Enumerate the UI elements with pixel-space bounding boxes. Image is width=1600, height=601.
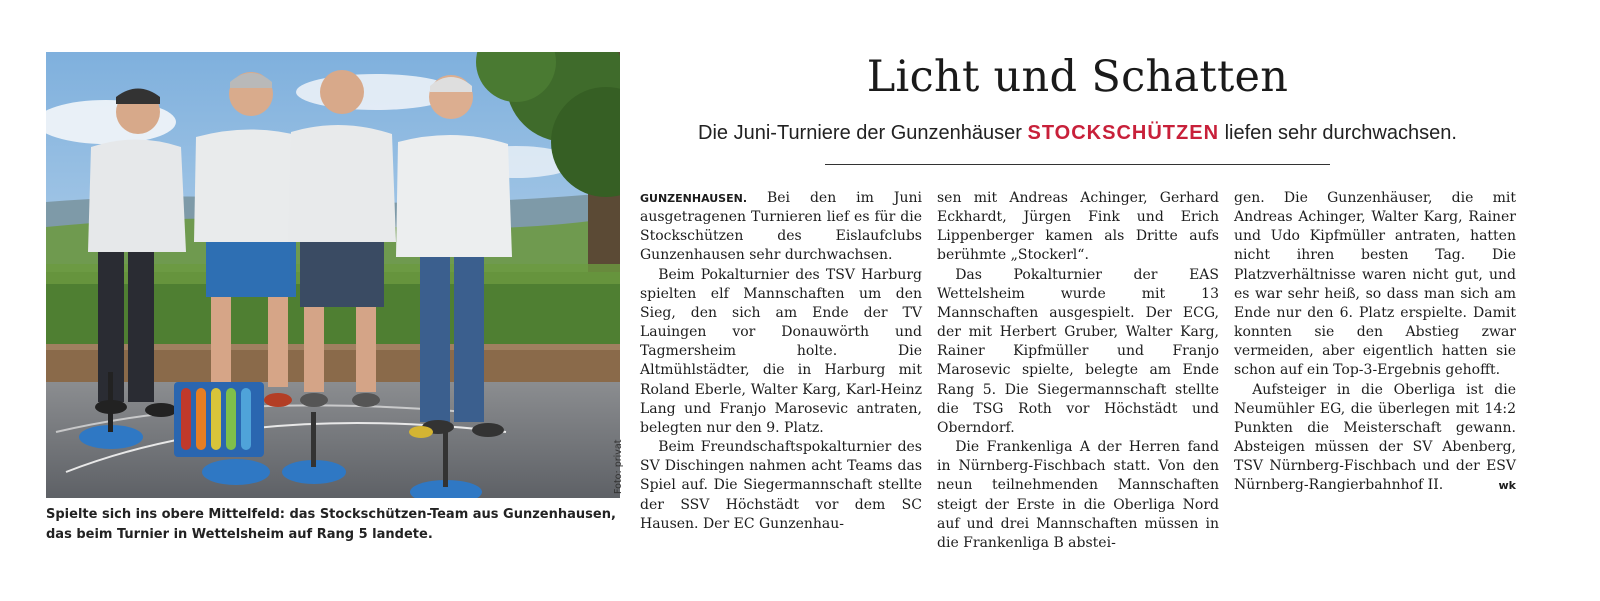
dateline: GUNZENHAUSEN. — [640, 192, 747, 205]
team-photo-illustration — [46, 52, 620, 498]
team-photo — [46, 52, 620, 498]
article-paragraph: Beim Freundschaftspokalturnier des SV Dischingen nahmen acht Teams das Spiel auf. Die Siegermannschaft stellte der SSV Höchstädt vor dem SC Hausen. Der EC Gunzenhau- — [640, 439, 922, 532]
paragraph-text: Bei den im Juni ausgetragenen Turnieren lief es für die Stockschützen des Eislaufclubs Gunzenhausen sehr durchwachsen. — [640, 190, 922, 264]
article-paragraph: sen mit Andreas Achinger, Gerhard Eckhardt, Jürgen Fink und Erich Lippenberger kamen als Dritte aufs berühmte „Stockerl“. — [937, 190, 1219, 264]
subhead-text-after: liefen sehr durchwachsen. — [1219, 122, 1457, 144]
article-paragraph — [1234, 381, 1516, 496]
article-paragraph: gen. Die Gunzenhäuser, die mit Andreas Achinger, Walter Karg, Rainer und Udo Kipfmüller antraten, hatten nicht ihren besten Tag. Die Platzverhältnisse waren nicht gut, und es war sehr heiß, so dass man sich am Ende nur den 6. Platz erspielte. Damit konnten sie den Abstieg zwar vermeiden, aber eigentlich hatten sie schon auf ein Top-3-Ergebnis gehofft. — [1234, 190, 1516, 379]
headline-divider — [825, 164, 1330, 165]
photo-credit: Foto: privat — [613, 439, 624, 494]
article-column-2 — [937, 189, 1219, 553]
author-signature: wk — [1498, 479, 1516, 493]
article-paragraph: Die Frankenliga A der Herren fand in Nürnberg-Fischbach statt. Von den neun teilnehmenden Mannschaften steigt der Erste in die Oberliga Nord auf und drei Mannschaften müssen in die Frankenliga B abstei- — [937, 439, 1219, 551]
article-paragraph: Das Pokalturnier der EAS Wettelsheim wurde mit 13 Mannschaften ausgespielt. Der ECG, der mit Herbert Gruber, Walter Karg, Rainer Kipfmüller und Franjo Marosevic spielte, belegte am Ende Rang 5. Die Siegermannschaft stellte die TSG Roth vor Höchstädt und Oberndorf. — [937, 266, 1219, 436]
subhead-text-before: Die Juni-Turniere der Gunzenhäuser — [698, 122, 1028, 144]
paragraph-text: Aufsteiger in die Oberliga ist die Neumühler EG, die überlegen mit 14:2 Punkten die Meisterschaft gewann. Absteigen müssen der SV Abenberg, TSV Nürnberg-Fischbach und der ESV Nürnberg-Rangierbahnhof II. — [1234, 381, 1516, 494]
photo-caption: Spielte sich ins obere Mittelfeld: das Stockschützen-Team aus Gunzenhausen, das beim Turnier in Wettelsheim auf Rang 5 landete. — [46, 507, 616, 542]
article-paragraph: Beim Pokalturnier des TSV Harburg spielten elf Mannschaften um den Sieg, den sich am Ende der TV Lauingen vor Donauwörth und Tagmersheim holte. Die Altmühlstädter, die in Harburg mit Roland Eberle, Walter Karg, Karl-Heinz Lang und Franjo Marosevic antraten, belegten nur den 9. Platz. — [640, 266, 922, 436]
subhead-keyword: STOCKSCHÜTZEN — [1027, 122, 1220, 144]
article-column-1 — [640, 189, 922, 534]
article-paragraph — [640, 189, 922, 266]
article-column-3 — [1234, 189, 1516, 496]
article-headline: Licht und Schatten — [866, 52, 1289, 102]
article-subheadline — [640, 120, 1515, 146]
